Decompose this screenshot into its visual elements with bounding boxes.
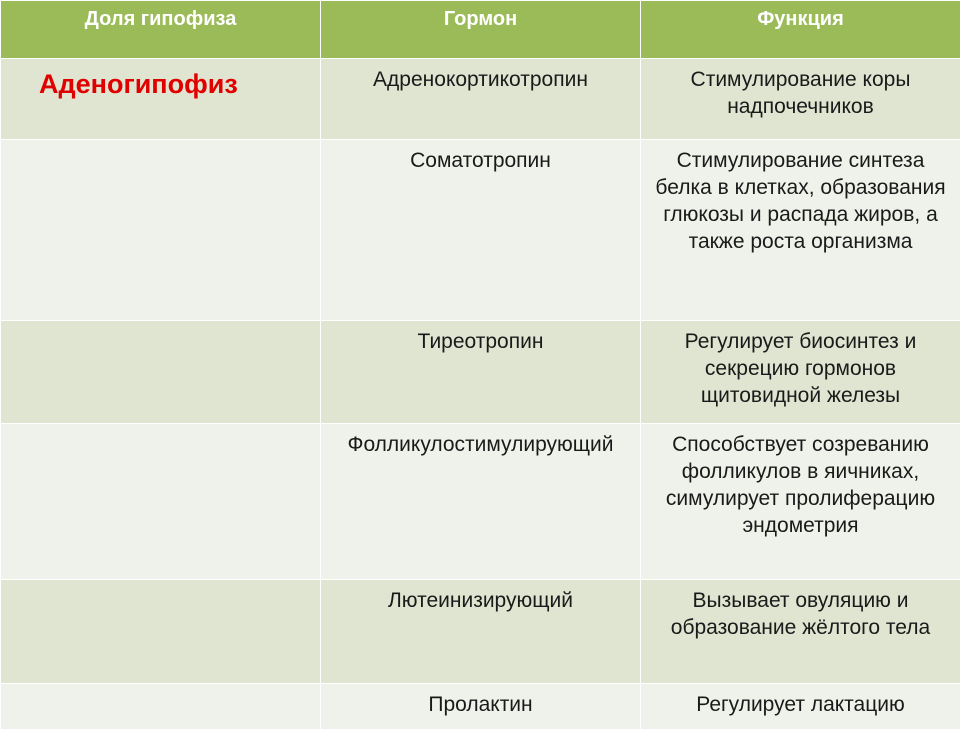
hormone-name: Адренокортикотропин xyxy=(321,59,640,93)
hormone-name: Тиреотропин xyxy=(321,321,640,355)
hormone-cell xyxy=(321,140,641,321)
lobe-title: Аденогипофиз xyxy=(1,59,320,101)
hormone-cell xyxy=(321,684,641,730)
lobe-cell xyxy=(1,684,321,730)
lobe-cell xyxy=(1,424,321,580)
hormone-name: Фолликулостимулирующий xyxy=(321,424,640,458)
function-cell xyxy=(641,321,960,424)
hormone-function: Регулирует лактацию xyxy=(641,684,960,718)
hormone-function: Регулирует биосинтез и секрецию гормонов щитовидной железы xyxy=(641,321,960,409)
hormone-name: Лютеинизирующий xyxy=(321,580,640,614)
hormone-function: Способствует созреванию фолликулов в яичниках, симулирует пролиферацию эндометрия xyxy=(641,424,960,539)
table-row xyxy=(1,321,960,424)
table-row xyxy=(1,580,960,684)
function-cell xyxy=(641,580,960,684)
lobe-cell xyxy=(1,580,321,684)
hormone-function: Вызывает овуляцию и образование жёлтого тела xyxy=(641,580,960,641)
lobe-cell xyxy=(1,321,321,424)
hormone-cell xyxy=(321,321,641,424)
lobe-cell xyxy=(1,59,321,140)
table-row xyxy=(1,684,960,730)
function-cell xyxy=(641,684,960,730)
hormone-cell xyxy=(321,59,641,140)
function-cell xyxy=(641,140,960,321)
hormone-name: Пролактин xyxy=(321,684,640,718)
hormone-function: Стимулирование коры надпочечников xyxy=(641,59,960,120)
header-lobe: Доля гипофиза xyxy=(1,1,321,59)
header-hormone: Гормон xyxy=(321,1,641,59)
table-row xyxy=(1,140,960,321)
table-row xyxy=(1,59,960,140)
header-function: Функция xyxy=(641,1,960,59)
function-cell xyxy=(641,424,960,580)
hormone-name: Соматотропин xyxy=(321,140,640,174)
function-cell xyxy=(641,59,960,140)
header-row xyxy=(1,1,960,59)
hormone-cell xyxy=(321,424,641,580)
lobe-cell xyxy=(1,140,321,321)
table-row xyxy=(1,424,960,580)
hormone-cell xyxy=(321,580,641,684)
hormone-function: Стимулирование синтеза белка в клетках, образования глюкозы и распада жиров, а также роста организма xyxy=(641,140,960,255)
